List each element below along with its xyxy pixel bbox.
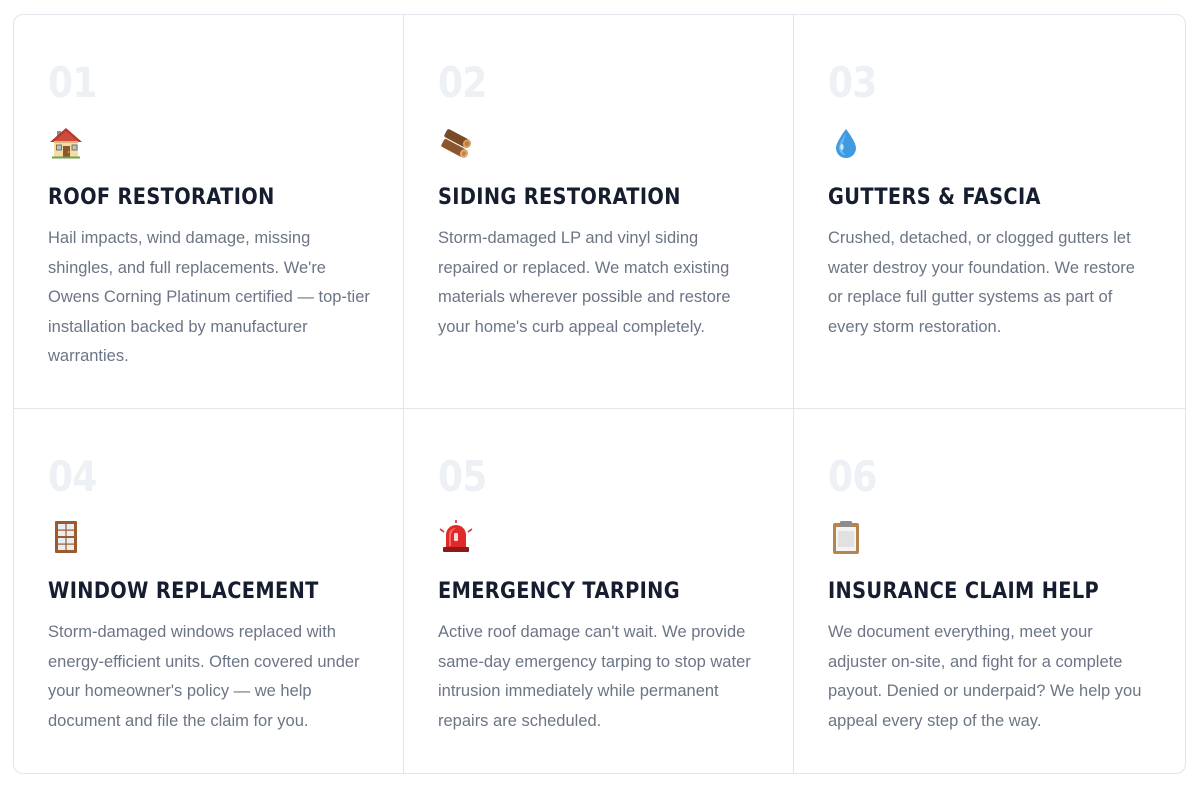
clipboard-icon: [828, 519, 864, 555]
service-card-siding-restoration: [404, 15, 794, 409]
service-title: GUTTERS & FASCIA: [828, 185, 1041, 210]
service-title: EMERGENCY TARPING: [438, 579, 680, 604]
service-description: Storm-damaged LP and vinyl siding repaired or replaced. We match existing materials wherever possible and restore your home's curb appeal completely.: [438, 229, 731, 336]
service-description: Crushed, detached, or clogged gutters let water destroy your foundation. We restore or replace full gutter systems as part of every storm restoration.: [828, 229, 1135, 336]
service-card-window-replacement: [14, 409, 404, 773]
wood-logs-icon: [438, 125, 474, 161]
service-title: SIDING RESTORATION: [438, 185, 681, 210]
water-droplet-icon: [828, 125, 864, 161]
services-grid: [13, 14, 1186, 774]
emergency-light-icon: [438, 519, 474, 555]
service-number: 05: [438, 452, 487, 501]
service-number: 02: [438, 58, 487, 107]
service-title: ROOF RESTORATION: [48, 185, 275, 210]
service-description: We document everything, meet your adjuster on-site, and fight for a complete payout. Denied or underpaid? We help you appeal every step of the way.: [828, 623, 1142, 730]
service-title: WINDOW REPLACEMENT: [48, 579, 319, 604]
service-number: 06: [828, 452, 877, 501]
service-number: 01: [48, 58, 97, 107]
service-title: INSURANCE CLAIM HELP: [828, 579, 1100, 604]
service-description: Active roof damage can't wait. We provide same-day emergency tarping to stop water intrusion immediately while permanent repairs are scheduled.: [438, 623, 751, 730]
service-card-roof-restoration: [14, 15, 404, 409]
service-card-gutters-fascia: [794, 15, 1185, 409]
service-number: 03: [828, 58, 877, 107]
window-icon: [48, 519, 84, 555]
service-description: Storm-damaged windows replaced with energy-efficient units. Often covered under your homeowner's policy — we help document and file the claim for you.: [48, 623, 360, 730]
service-number: 04: [48, 452, 97, 501]
service-card-emergency-tarping: [404, 409, 794, 773]
house-icon: [48, 125, 84, 161]
service-card-insurance-claim-help: [794, 409, 1185, 773]
service-description: Hail impacts, wind damage, missing shingles, and full replacements. We're Owens Corning Platinum certified — top-tier installation backed by manufacturer warranties.: [48, 229, 370, 365]
